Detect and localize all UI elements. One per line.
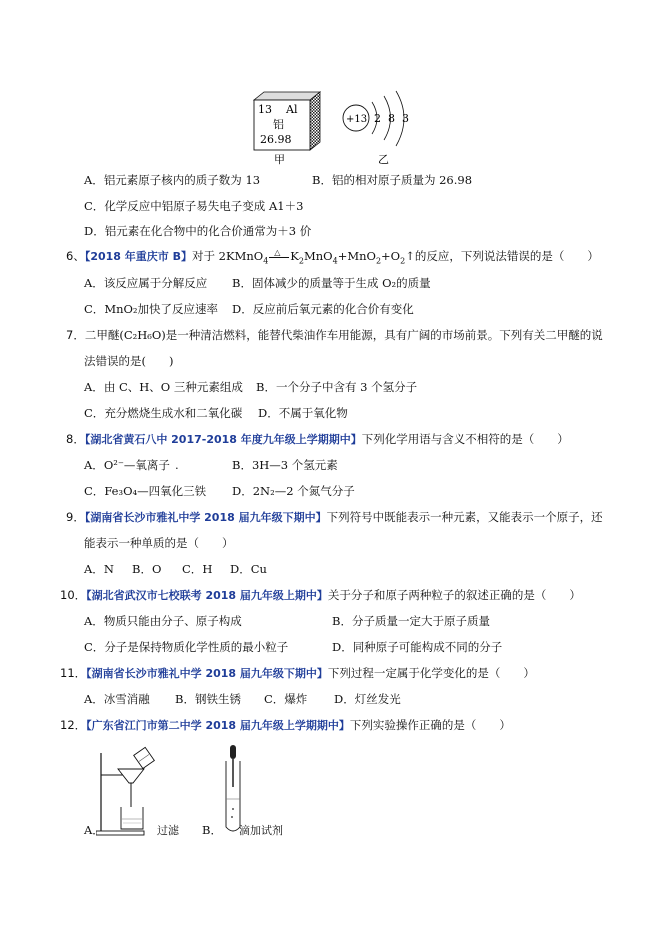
q11-stem bbox=[60, 665, 535, 682]
element-mass: 26.98 bbox=[260, 133, 292, 146]
option-key: B． bbox=[312, 173, 332, 187]
q10-stem bbox=[60, 587, 581, 604]
option-text: 冰雪消融 bbox=[103, 692, 150, 706]
option-key: C． bbox=[84, 406, 105, 420]
q10-option-b[interactable] bbox=[332, 613, 490, 629]
question-source: 【广东省江门市第二中学 2018 届九年级上学期期中】 bbox=[86, 719, 350, 732]
option-key: D． bbox=[258, 406, 279, 420]
option-key: D． bbox=[232, 302, 253, 316]
q6-stem bbox=[66, 248, 599, 269]
element-box-side bbox=[310, 92, 320, 150]
filtration-svg bbox=[96, 745, 158, 837]
option-text: 铝的相对原子质量为 26.98 bbox=[331, 173, 473, 187]
q6-option-a[interactable] bbox=[84, 275, 207, 291]
q10-text: 关于分子和原子两种粒子的叙述正确的是（ ） bbox=[327, 588, 581, 602]
liquid-bubble-2 bbox=[231, 816, 233, 818]
option-key: D． bbox=[232, 484, 253, 498]
q11-option-a[interactable] bbox=[84, 691, 150, 707]
subscript: 2 bbox=[298, 256, 304, 266]
subscript: 4 bbox=[332, 256, 338, 266]
q8-option-b[interactable] bbox=[232, 457, 338, 473]
option-key: A． bbox=[84, 458, 104, 472]
q8-stem bbox=[66, 431, 569, 448]
arrow-line bbox=[269, 257, 289, 258]
element-name: 铝 bbox=[273, 118, 284, 131]
option-text: 该反应属于分解反应 bbox=[103, 276, 208, 290]
question-source: 【2018 年重庆市 B】 bbox=[84, 250, 192, 263]
option-text: O bbox=[151, 562, 162, 576]
option-text: Fe₃O₄—四氧化三铁 bbox=[104, 484, 207, 498]
option-key: D． bbox=[334, 692, 355, 706]
option-key: B． bbox=[175, 692, 195, 706]
option-key: B． bbox=[232, 458, 252, 472]
q5-option-a[interactable] bbox=[84, 172, 260, 188]
option-key: D． bbox=[230, 562, 251, 576]
q6-text-6: ↑的反应，下列说法错误的是（ ） bbox=[405, 249, 599, 263]
option-text: O²⁻—氧离子 bbox=[103, 458, 170, 472]
q10-option-a[interactable] bbox=[84, 613, 242, 629]
option-text: 分子质量一定大于原子质量 bbox=[351, 614, 490, 628]
option-key: A． bbox=[84, 380, 104, 394]
option-key: D． bbox=[84, 224, 105, 238]
option-text: Cu bbox=[250, 562, 267, 576]
filtration-illustration bbox=[96, 745, 158, 837]
funnel bbox=[118, 769, 144, 783]
aluminium-figure-svg bbox=[250, 88, 425, 166]
q7-stem-line2: 法错误的是( ) bbox=[84, 354, 174, 368]
q9-stem bbox=[66, 509, 603, 526]
option-key: C． bbox=[84, 199, 105, 213]
q6-option-b[interactable] bbox=[232, 275, 431, 291]
q9-option-d[interactable] bbox=[230, 561, 267, 577]
heat-symbol: △ bbox=[274, 248, 281, 257]
option-key: A． bbox=[84, 692, 104, 706]
option-key: C． bbox=[264, 692, 285, 706]
option-key: C． bbox=[84, 640, 105, 654]
q5-option-b[interactable] bbox=[312, 172, 472, 188]
q11-text: 下列过程一定属于化学变化的是（ ） bbox=[327, 666, 535, 680]
option-text: 化学反应中铝原子易失电子变成 A1＋3 bbox=[104, 199, 304, 213]
q9-stem-line2: 能表示一种单质的是（ ） bbox=[84, 536, 234, 550]
question-number: 7． bbox=[66, 328, 85, 342]
receiving-beaker bbox=[121, 807, 143, 829]
q12-option-b-key[interactable]: B． bbox=[202, 823, 222, 837]
liquid-bubble-1 bbox=[232, 808, 234, 810]
option-text: 铝元素在化合物中的化合价通常为＋3 价 bbox=[104, 224, 312, 238]
nucleus-charge: +13 bbox=[346, 114, 368, 125]
aluminium-figure bbox=[250, 88, 425, 166]
q8-option-c[interactable] bbox=[84, 483, 206, 499]
option-text: 钢铁生锈 bbox=[194, 692, 241, 706]
q12-stem bbox=[60, 717, 511, 734]
option-text: 物质只能由分子、原子构成 bbox=[103, 614, 242, 628]
element-symbol: Al bbox=[286, 103, 298, 116]
q9-option-b[interactable] bbox=[132, 561, 161, 577]
option-text: 固体减少的质量等于生成 O₂的质量 bbox=[251, 276, 431, 290]
option-key: B． bbox=[232, 276, 252, 290]
q6-text-2: K bbox=[290, 249, 299, 263]
option-text: MnO₂加快了反应速率 bbox=[104, 302, 219, 316]
option-key: B． bbox=[332, 614, 352, 628]
q7-text-1: 二甲醚(C₂H₆O)是一种清洁燃料，能替代柴油作车用能源，具有广阔的市场前景。下列有关二甲醚的说 bbox=[84, 328, 603, 342]
q8-stray-dot: . bbox=[175, 458, 179, 472]
option-key: D． bbox=[332, 640, 353, 654]
q5-option-d[interactable] bbox=[84, 223, 311, 239]
q10-option-d[interactable] bbox=[332, 639, 502, 655]
figure-label-jia: 甲 bbox=[274, 153, 285, 166]
option-text: 2N₂—2 个氮气分子 bbox=[252, 484, 355, 498]
option-text: 一个分子中含有 3 个氢分子 bbox=[275, 380, 418, 394]
option-key: C． bbox=[182, 562, 203, 576]
question-number: 12． bbox=[60, 718, 87, 732]
q7-option-d[interactable] bbox=[258, 405, 348, 421]
q9-option-a[interactable] bbox=[84, 561, 114, 577]
q12-option-a-caption: 过滤 bbox=[157, 824, 179, 837]
option-text: 反应前后氧元素的化合价有变化 bbox=[252, 302, 414, 316]
question-source: 【湖南省长沙市雅礼中学 2018 届九年级下期中】 bbox=[86, 667, 328, 680]
option-text: 充分燃烧生成水和二氧化碳 bbox=[104, 406, 243, 420]
question-source: 【湖北省黄石八中 2017-2018 年度九年级上学期期中】 bbox=[84, 433, 362, 446]
option-key: B． bbox=[256, 380, 276, 394]
shell-electrons-1: 2 bbox=[374, 112, 381, 125]
q7-option-b[interactable] bbox=[256, 379, 417, 395]
option-text: 同种原子可能构成不同的分子 bbox=[352, 640, 503, 654]
q9-text: 下列符号中既能表示一种元素，又能表示一个原子，还 bbox=[326, 510, 603, 524]
q12-option-b-caption: 滴加试剂 bbox=[239, 824, 283, 837]
question-number: 10． bbox=[60, 588, 87, 602]
q9-option-c[interactable] bbox=[182, 561, 212, 577]
option-text: H bbox=[202, 562, 213, 576]
q8-option-d[interactable] bbox=[232, 483, 355, 499]
element-box-top bbox=[254, 92, 320, 100]
question-number: 6、 bbox=[66, 249, 85, 263]
option-key: A． bbox=[84, 562, 104, 576]
subscript: 2 bbox=[400, 256, 406, 266]
q7-option-c[interactable] bbox=[84, 405, 242, 421]
q11-option-b[interactable] bbox=[175, 691, 241, 707]
q6-option-d[interactable] bbox=[232, 301, 414, 317]
question-number: 8． bbox=[66, 432, 85, 446]
q12-text: 下列实验操作正确的是（ ） bbox=[349, 718, 511, 732]
element-number: 13 bbox=[258, 103, 272, 116]
option-key: C． bbox=[84, 302, 105, 316]
figure-label-yi: 乙 bbox=[378, 153, 389, 166]
q11-option-d[interactable] bbox=[334, 691, 401, 707]
shell-electrons-3: 3 bbox=[402, 112, 409, 125]
q11-option-c[interactable] bbox=[264, 691, 307, 707]
q6-text-1: 对于 2KMnO bbox=[192, 249, 264, 263]
option-key: B． bbox=[132, 562, 152, 576]
option-text: 灯丝发光 bbox=[354, 692, 401, 706]
option-text: 爆炸 bbox=[284, 692, 308, 706]
q6-text-4: +MnO bbox=[337, 249, 376, 263]
option-key: C． bbox=[84, 484, 105, 498]
shell-electrons-2: 8 bbox=[388, 112, 395, 125]
pouring-beaker bbox=[134, 747, 155, 768]
option-key: A． bbox=[84, 614, 104, 628]
q12-option-a-key[interactable]: A． bbox=[84, 823, 104, 837]
option-text: 铝元素原子核内的质子数为 13 bbox=[103, 173, 261, 187]
option-text: N bbox=[103, 562, 114, 576]
q10-option-c[interactable] bbox=[84, 639, 288, 655]
q6-text-5: +O bbox=[381, 249, 401, 263]
question-source: 【湖北省武汉市七校联考 2018 届九年级上期中】 bbox=[86, 589, 328, 602]
dropper-bulb bbox=[230, 745, 236, 759]
option-text: 分子是保持物质化学性质的最小粒子 bbox=[104, 640, 289, 654]
option-key: A． bbox=[84, 276, 104, 290]
question-source: 【湖南省长沙市雅礼中学 2018 届九年级下期中】 bbox=[84, 511, 327, 524]
q7-stem-line1 bbox=[66, 327, 603, 343]
q8-option-a[interactable] bbox=[84, 457, 170, 473]
option-key: A． bbox=[84, 173, 104, 187]
q6-option-c[interactable] bbox=[84, 301, 218, 317]
option-text: 不属于氧化物 bbox=[278, 406, 348, 420]
question-number: 11． bbox=[60, 666, 87, 680]
subscript: 2 bbox=[375, 256, 382, 266]
option-text: 3H—3 个氢元素 bbox=[251, 458, 338, 472]
question-number: 9． bbox=[66, 510, 85, 524]
q8-text: 下列化学用语与含义不相符的是（ ） bbox=[361, 432, 569, 446]
subscript: 4 bbox=[263, 256, 269, 266]
q6-text-3: MnO bbox=[303, 249, 333, 263]
option-text: 由 C、H、O 三种元素组成 bbox=[103, 380, 243, 394]
q5-option-c[interactable] bbox=[84, 198, 303, 214]
q7-option-a[interactable] bbox=[84, 379, 243, 395]
